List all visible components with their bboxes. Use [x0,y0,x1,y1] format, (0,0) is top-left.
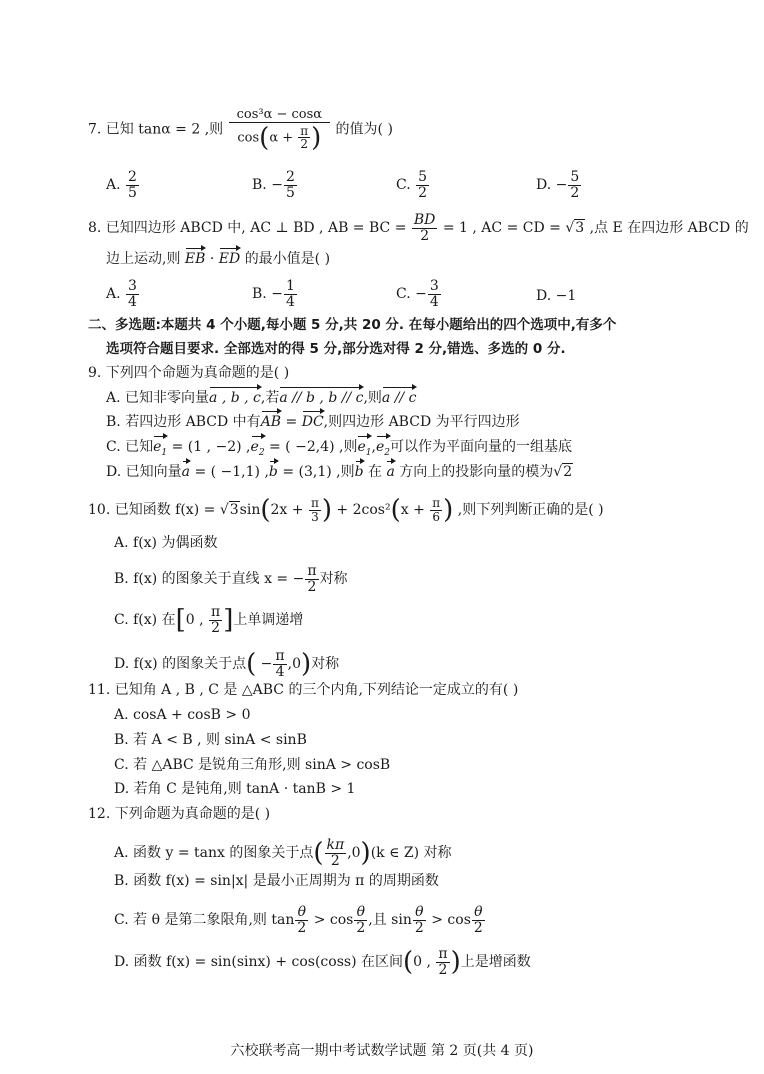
rparen: ) [300,649,312,680]
q7-option-a [106,170,140,200]
radicand: 2 [563,464,573,480]
lparen: ( [260,495,271,526]
rbracket: ] [223,605,234,636]
q12-option-b: B. 函数 f(x) = sin|x| 是最小正周期为 π 的周期函数 [114,873,439,889]
option-text: B. 若四边形 ABCD 中有 [106,414,261,430]
e: e [250,439,259,455]
q10-option-b [114,564,348,594]
option-label: C. [396,177,411,194]
vector-ed: ED [219,248,240,268]
vector-ab: AB [261,411,281,431]
vector-eb: EB [185,248,206,268]
option-text: C. f(x) 在 [114,612,176,629]
denominator: 5 [128,184,137,201]
option-label: B. [252,286,267,303]
option-text: A. 函数 y = tanx 的图象关于点 [114,845,314,862]
numerator: π [432,496,441,510]
option-text: = ( −2,4) ,则 [264,439,358,455]
q7-den-pi-over-2 [298,125,310,151]
option-text: (k ∈ Z) 对称 [370,845,452,862]
point-right: ,0 [347,845,361,862]
option-text: C. 若 θ 是第二象限角,则 tan [114,912,295,929]
minus-sign: − [271,177,283,194]
option-text: > cos [309,912,354,929]
section-2-header-line-2: 选项符合题目要求. 全部选对的得 5 分,部分选对得 2 分,错选、多选的 0 分. [106,341,566,357]
option-text: ,若 [260,390,280,406]
numerator: 2 [285,169,295,185]
numerator: 5 [418,169,428,185]
rparen: ) [360,838,371,869]
pi-over-2 [305,564,318,594]
interval-left: 0 , [185,612,208,629]
denominator: 4 [429,293,439,310]
numerator: 3 [429,278,439,294]
vector-a: a [182,461,190,481]
vector-e1 [153,436,167,462]
denominator: 2 [473,919,483,936]
numerator: θ [413,905,426,921]
option-text: A. 已知非零向量 [106,390,210,406]
plus-2cos-squared: + 2cos² [331,502,391,519]
q10-stem-prefix: 10. 已知函数 f(x) = [88,502,216,519]
point-right: ,0 [287,656,301,673]
lparen: ( [313,838,324,869]
e: e [375,439,385,455]
q8-option-a [106,279,140,309]
q9-option-d [106,461,573,481]
q11-option-d: D. 若角 C 是钝角,则 tanA · tanB > 1 [114,781,356,797]
denominator: 2 [356,919,366,936]
option-label: A. [106,286,121,303]
radicand: 3 [229,502,239,519]
option-fraction [126,279,139,309]
option-label: D. [536,288,552,304]
minus-sign: − [271,286,283,303]
numerator: θ [295,905,308,921]
equals: = [281,414,302,430]
numerator: 2 [128,169,137,185]
denominator: 2 [307,578,317,595]
q7-two: 2 [300,137,309,152]
minus-sign: − [415,286,427,303]
numerator: θ [354,905,367,921]
option-label: D. [536,177,552,194]
option-label: A. [106,177,121,194]
k-pi-over-2 [325,838,347,868]
question-7-stem [88,108,393,151]
q8-fraction-bd-over-2 [412,213,438,243]
q10-stem-suffix: ,则下列判断正确的是( ) [457,502,604,519]
theta-over-2 [354,905,367,935]
numerator: 3 [128,278,137,294]
option-text: 在 [363,464,387,480]
q10-option-d [114,649,339,679]
q8-line2-suffix: 的最小值是( ) [244,251,331,267]
q8-line1-prefix: 8. 已知四边形 ABCD 中, AC ⊥ BD , AB = BC = [88,220,407,237]
argument: x + [400,502,430,519]
option-fraction [416,170,429,200]
denominator: 2 [438,961,448,978]
q11-option-c: C. 若 △ABC 是锐角三角形,则 sinA > cosB [114,757,391,773]
vector-b: b [355,461,364,481]
pi-over-4 [273,649,286,679]
denominator: 2 [330,852,340,869]
numerator: π [275,648,285,664]
q8-option-c [396,279,442,309]
interval-left: 0 , [413,954,436,971]
theta-over-2 [413,905,426,935]
option-text: ,则四边形 ABCD 为平行四边形 [323,414,520,430]
option-text: = (3,1) ,则 [277,464,355,480]
option-label: C. [396,286,411,303]
point-left: − [256,656,273,673]
option-text: 可以作为平面向量的一组基底 [389,439,572,455]
option-text: = (1 , −2) , [167,439,251,455]
question-12-stem: 12. 下列命题为真命题的是( ) [88,806,271,822]
numerator: θ [472,905,485,921]
q11-option-b: B. 若 A < B , 则 sinA < sinB [114,732,307,748]
q7-stem-prefix: 7. 已知 tanα = 2 ,则 [88,121,224,138]
theta-over-2 [295,905,308,935]
q12-option-d [114,947,531,977]
vector-dc: DC [302,411,324,431]
option-text: 上是增函数 [460,954,531,971]
sin: sin [239,502,261,519]
argument: 2x + [270,502,308,519]
numerator: 1 [285,278,295,294]
question-8-line-1 [88,213,749,243]
q12-option-a [114,838,452,868]
denominator: 3 [311,509,319,524]
section-2-header-line-1: 二、多选题:本题共 4 个小题,每小题 5 分,共 20 分. 在每小题给出的四个选项中,有多个 [88,317,617,333]
question-8-line-2 [106,248,330,268]
radicand: 3 [575,220,585,237]
option-text: 对称 [311,656,340,673]
q8-option-b [252,279,298,309]
question-9-stem: 9. 下列四个命题为真命题的是( ) [88,365,290,381]
rparen: ) [443,495,454,526]
numerator: π [307,563,317,579]
lbracket: [ [175,605,186,636]
option-text: = ( −1,1) , [190,464,269,480]
vector-a: a [386,461,394,481]
option-value: −1 [555,288,577,304]
option-label: B. [252,177,267,194]
option-text: > cos [426,912,471,929]
vector-b: b [269,461,278,481]
q8-line1-suffix: ,点 E 在四边形 ABCD 的 [589,220,749,237]
q9-option-b [106,411,520,431]
q7-pi: π [300,123,309,138]
numerator: kπ [326,837,345,853]
numerator: 5 [570,169,580,185]
q8-option-d [536,287,576,305]
lparen: ( [246,649,257,680]
pi-over-3 [309,497,321,523]
denominator: 4 [275,663,285,680]
option-text: ,则 [363,390,382,406]
denominator: 2 [414,919,424,936]
q8-sqrt-3: √3 [565,220,585,237]
q7-option-d [536,170,582,200]
vector-conclusion: a // c [382,387,417,407]
lparen: ( [402,947,414,978]
q10-option-c [114,605,303,635]
minus-sign: − [555,177,568,194]
numerator: π [310,496,319,510]
q7-fraction [229,108,330,151]
q11-option-a: A. cosA + cosB > 0 [114,707,251,723]
subscript: 2 [384,447,390,458]
vector-e2 [376,436,390,462]
rparen: ) [450,947,461,978]
numerator: π [211,604,221,620]
pi-over-2 [209,605,222,635]
rparen: ) [321,495,332,526]
vectors-a-b-c: a , b , c [209,387,261,407]
denominator: 2 [211,619,221,636]
question-11-stem: 11. 已知角 A , B , C 是 △ABC 的三个内角,下列结论一定成立的有( ) [88,682,519,698]
q10-option-a: A. f(x) 为偶函数 [114,535,218,551]
e: e [153,439,162,455]
q9-option-a [106,387,416,407]
denominator: 4 [128,293,137,310]
page-footer: 六校联考高一期中考试数学试题 第 2 页(共 4 页) [230,1043,534,1059]
q7-lparen: ( [259,122,270,153]
option-fraction [284,170,297,200]
denominator: 6 [432,509,441,524]
denominator: 5 [285,184,295,201]
option-text: 对称 [319,571,348,588]
theta-over-2 [472,905,485,935]
q7-rparen: ) [311,122,322,153]
q12-option-c [114,905,486,935]
q7-option-b [252,170,298,200]
sqrt-2: √2 [553,464,573,480]
q8-line2-prefix: 边上运动,则 [106,251,181,267]
dot-operator: · [205,251,219,267]
option-text: 上单调递增 [233,612,304,629]
denominator: 2 [420,227,430,244]
q7-option-c [396,170,430,200]
numerator: π [438,946,448,962]
q7-den-cos: cos [237,130,260,146]
q8-line1-middle: = 1 , AC = CD = [442,220,561,237]
denominator: 4 [285,293,295,310]
q7-fraction-numerator: cos³α − cosα [229,108,330,123]
q7-fraction-denominator [229,123,330,151]
vector-condition: a // b , b // c [279,387,363,407]
q7-den-arg: α + [269,130,298,146]
lparen: ( [390,495,401,526]
denominator: 2 [418,184,428,201]
option-text: D. f(x) 的图象关于点 [114,656,247,673]
option-text: B. f(x) 的图象关于直线 x = − [114,571,305,588]
option-text: C. 已知 [106,439,154,455]
subscript: 1 [161,447,168,458]
option-fraction [568,170,581,200]
vector-e2 [251,436,265,462]
e: e [357,439,366,455]
option-fraction [126,170,139,200]
question-10-stem [88,495,604,526]
option-text: D. 已知向量 [106,464,182,480]
pi-over-6 [430,497,442,523]
sqrt-3: √3 [219,502,239,519]
q7-stem-suffix: 的值为( ) [335,121,393,138]
numerator: BD [413,212,436,228]
option-fraction [428,279,441,309]
denominator: 2 [570,184,580,201]
q9-option-c: C. 已知$e_1 = (1$ , −2) $,e_2$ = ( −2,4) ,则$e_1,e_2$可以作为平面向量的一组基底 [106,436,572,462]
option-text: 方向上的投影向量的模为 [394,464,554,480]
pi-over-2 [436,947,449,977]
subscript: 1 [365,447,372,458]
denominator: 2 [297,919,307,936]
option-text: ,且 sin [368,912,412,929]
option-text: D. 函数 f(x) = sin(sinx) + cos(coss) 在区间 [114,954,403,971]
option-fraction [284,279,297,309]
subscript: 2 [258,447,265,458]
